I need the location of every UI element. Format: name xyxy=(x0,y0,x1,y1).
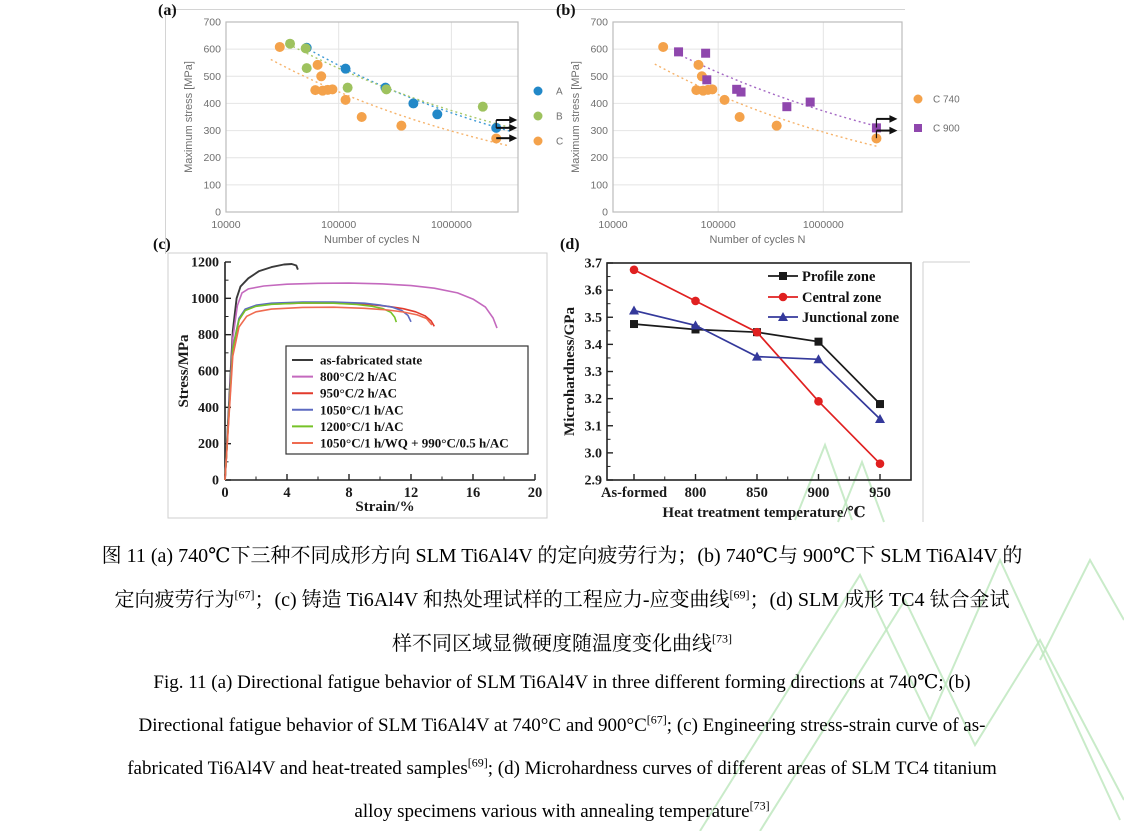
data-point xyxy=(707,84,717,94)
data-point xyxy=(753,328,762,337)
data-point xyxy=(381,84,391,94)
y-tick-label: 700 xyxy=(203,16,221,29)
reference-superscript: [67] xyxy=(234,587,255,602)
data-point xyxy=(876,459,885,468)
legend-label: 1050°C/1 h/WQ + 990°C/0.5 h/AC xyxy=(320,435,509,451)
y-tick-label: 100 xyxy=(590,179,608,192)
runout-arrow xyxy=(509,116,517,124)
y-tick-label: 3.2 xyxy=(584,392,602,408)
data-point xyxy=(779,293,788,302)
y-tick-label: 400 xyxy=(590,97,608,110)
y-axis-title: Maximum stress [MPa] xyxy=(183,61,195,173)
y-tick-label: 0 xyxy=(602,206,608,219)
data-point xyxy=(658,42,668,52)
data-point xyxy=(432,109,442,119)
legend-label: C 740 xyxy=(933,94,960,106)
x-tick-label: 16 xyxy=(465,485,481,501)
y-tick-label: 0 xyxy=(212,473,219,489)
data-point xyxy=(674,47,683,56)
legend-label: Profile zone xyxy=(802,269,876,285)
y-tick-label: 800 xyxy=(198,328,219,344)
y-tick-label: 3.6 xyxy=(584,283,602,299)
y-axis-title: Stress/MPa xyxy=(176,334,192,408)
caption-line: 样不同区域显微硬度随温度变化曲线[73] xyxy=(392,631,732,655)
data-point xyxy=(779,272,787,280)
y-tick-label: 300 xyxy=(590,125,608,138)
data-point xyxy=(735,112,745,122)
plot-border xyxy=(613,22,902,212)
data-point xyxy=(275,42,285,52)
y-tick-label: 3.7 xyxy=(584,256,602,272)
data-point xyxy=(782,102,791,111)
data-point xyxy=(316,71,326,81)
legend-marker xyxy=(534,137,543,146)
y-tick-label: 200 xyxy=(198,437,219,453)
legend-label: 1050°C/1 h/AC xyxy=(320,402,404,418)
data-point xyxy=(478,102,488,112)
data-point xyxy=(408,98,418,108)
reference-superscript: [73] xyxy=(712,631,732,646)
caption-chinese xyxy=(0,534,1124,666)
caption-line: Fig. 11 (a) Directional fatigue behavior of SLM Ti6Al4V in three different forming directions at 740℃; (b) xyxy=(153,672,971,693)
x-tick-label: 8 xyxy=(345,485,353,501)
data-point xyxy=(396,121,406,131)
series-B xyxy=(285,39,488,112)
data-point xyxy=(691,297,700,306)
panel-label-d: (d) xyxy=(560,236,580,253)
data-point xyxy=(720,95,730,105)
x-tick-label: 1000000 xyxy=(802,219,844,231)
caption-line: Directional fatigue behavior of SLM Ti6Al4V at 740°C and 900°C[67]; (c) Engineering stress-strain curve of as- xyxy=(138,712,986,736)
x-tick-label: 100000 xyxy=(700,219,736,231)
y-tick-label: 200 xyxy=(590,152,608,165)
caption-english xyxy=(0,661,1124,831)
data-point xyxy=(343,83,353,93)
reference-superscript: [67] xyxy=(646,712,667,727)
data-point xyxy=(772,121,782,131)
x-tick-label: 10000 xyxy=(211,219,241,231)
caption-line: 定向疲劳行为[67]；(c) 铸造 Ti6Al4V 和热处理试样的工程应力-应变曲线[69]；(d) SLM 成形 TC4 钛合金试 xyxy=(114,587,1010,611)
y-tick-label: 300 xyxy=(203,125,221,138)
data-point xyxy=(301,43,311,53)
y-tick-label: 3.3 xyxy=(584,365,602,380)
x-axis-title: Heat treatment temperature/℃ xyxy=(662,505,866,521)
legend-marker xyxy=(534,87,543,96)
microhardness-chart-d xyxy=(560,240,1124,535)
legend-marker xyxy=(914,124,922,132)
data-point xyxy=(285,39,295,49)
y-tick-label: 600 xyxy=(198,364,219,380)
x-tick-label: 4 xyxy=(283,485,291,501)
data-point xyxy=(701,49,710,58)
y-tick-label: 2.9 xyxy=(584,473,602,489)
y-tick-label: 400 xyxy=(203,97,221,110)
panel-label-c: (c) xyxy=(153,236,171,253)
reference-superscript: [69] xyxy=(467,755,488,770)
runout-arrow xyxy=(509,134,517,142)
runout-arrow xyxy=(889,115,897,123)
x-axis-title: Number of cycles N xyxy=(324,234,420,246)
fatigue-chart-a xyxy=(150,0,570,248)
reference-superscript: [69] xyxy=(729,587,750,602)
y-tick-label: 700 xyxy=(590,16,608,29)
y-tick-label: 100 xyxy=(203,179,221,192)
x-tick-label: 0 xyxy=(221,485,229,501)
data-point xyxy=(876,400,884,408)
runout-arrow xyxy=(889,127,897,135)
y-axis-title: Maximum stress [MPa] xyxy=(570,61,582,173)
legend-label: 950°C/2 h/AC xyxy=(320,385,398,401)
y-tick-label: 3.5 xyxy=(584,310,602,326)
data-point xyxy=(341,95,351,105)
data-point xyxy=(630,265,639,274)
x-tick-label: 900 xyxy=(807,485,830,501)
y-tick-label: 3.4 xyxy=(584,337,602,353)
legend-label: 800°C/2 h/AC xyxy=(320,369,398,385)
x-axis-title: Strain/% xyxy=(355,499,415,515)
fatigue-chart-b xyxy=(560,0,1124,248)
data-point xyxy=(806,98,815,107)
reference-superscript: [73] xyxy=(749,798,770,813)
data-point xyxy=(702,75,711,84)
legend-label: Junctional zone xyxy=(802,310,900,326)
caption-line: 图 11 (a) 740℃下三种不同成形方向 SLM Ti6Al4V 的定向疲劳行为；(b) 740℃与 900℃下 SLM Ti6Al4V 的 xyxy=(101,545,1023,567)
data-point xyxy=(327,84,337,94)
legend-label: as-fabricated state xyxy=(320,352,423,368)
legend-label: 1200°C/1 h/AC xyxy=(320,418,404,434)
caption-line: fabricated Ti6Al4V and heat-treated samples[69]; (d) Microhardness curves of different areas of SLM TC4 titanium xyxy=(127,755,997,779)
legend-label: B xyxy=(556,111,563,123)
x-tick-label: 10000 xyxy=(598,219,628,231)
data-point xyxy=(629,305,639,314)
data-point xyxy=(737,88,746,97)
y-tick-label: 500 xyxy=(203,70,221,83)
y-tick-label: 0 xyxy=(215,206,221,219)
legend-marker xyxy=(534,112,543,121)
x-tick-label: 850 xyxy=(746,485,768,501)
y-tick-label: 1000 xyxy=(191,291,219,307)
y-tick-label: 400 xyxy=(198,400,219,416)
legend-label: C 900 xyxy=(933,123,960,135)
y-tick-label: 3.0 xyxy=(584,446,602,462)
y-tick-label: 3.1 xyxy=(584,419,602,435)
x-tick-label: 1000000 xyxy=(430,219,472,231)
plot-border xyxy=(226,22,518,212)
legend-label: A xyxy=(556,86,563,98)
data-point xyxy=(313,60,323,70)
x-tick-label: 950 xyxy=(869,485,891,501)
legend-label: Central zone xyxy=(802,290,882,306)
x-axis-title: Number of cycles N xyxy=(709,234,806,246)
data-point xyxy=(815,338,823,346)
x-tick-label: As-formed xyxy=(600,485,668,501)
panel-label-b: (b) xyxy=(556,2,576,19)
data-point xyxy=(341,64,351,74)
x-tick-label: 20 xyxy=(527,485,543,501)
y-axis-title: Microhardness/GPa xyxy=(562,307,578,436)
panel-label-a: (a) xyxy=(158,2,177,19)
caption-line: alloy specimens various with annealing temperature[73] xyxy=(354,798,770,822)
x-tick-label: 800 xyxy=(684,485,707,501)
y-tick-label: 500 xyxy=(590,70,608,83)
y-tick-label: 600 xyxy=(203,43,221,56)
data-point xyxy=(357,112,367,122)
legend-label: C xyxy=(556,136,564,148)
y-tick-label: 1200 xyxy=(191,255,219,271)
x-tick-label: 100000 xyxy=(321,219,357,231)
y-tick-label: 600 xyxy=(590,43,608,56)
x-tick-label: 12 xyxy=(403,485,419,501)
y-tick-label: 200 xyxy=(203,152,221,165)
legend-marker xyxy=(914,95,923,104)
data-point xyxy=(693,60,703,70)
data-point xyxy=(630,320,638,328)
data-point xyxy=(302,63,312,73)
stress-strain-chart-c xyxy=(150,240,570,530)
data-point xyxy=(814,397,823,406)
